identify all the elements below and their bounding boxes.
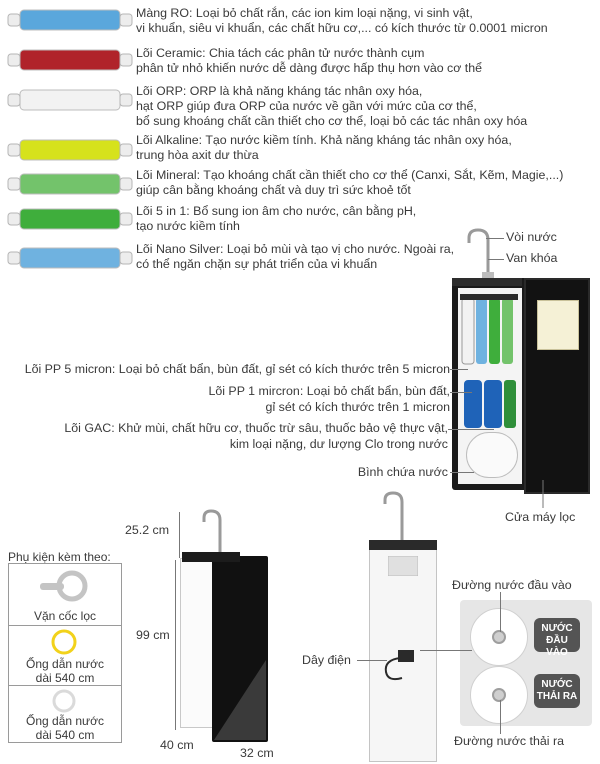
outlet-port-core — [492, 688, 506, 702]
filter-wrench-icon — [38, 568, 94, 606]
leader-van-khoa — [488, 259, 504, 260]
acc-label-3a: Ống dẫn nước — [26, 714, 104, 728]
label-inlet: Đường nước đầu vào — [452, 578, 572, 592]
label-day-dien: Dây điện — [302, 653, 351, 667]
filter-desc-ceramic-2: phân tử nhỏ khiến nước dễ dàng được hấp thụ hơn vào cơ thể — [136, 61, 483, 75]
filter-desc-alkaline-1: Lõi Alkaline: Tạo nước kiềm tính. Khả năng kháng tác nhân oxy hóa, — [136, 133, 512, 147]
label-outlet: Đường nước thải ra — [454, 734, 564, 748]
acc-label-2b: dài 540 cm — [35, 671, 95, 685]
leader-voi-nuoc — [486, 238, 504, 239]
label-gac-l2: kim loại nặng, dư lượng Clo trong nước — [229, 437, 448, 451]
label-van-khoa: Van khóa — [506, 251, 558, 265]
filter-cartridge-icon — [6, 46, 134, 74]
leader-ports — [420, 650, 472, 651]
dim-depth: 40 cm — [160, 738, 194, 752]
filter-cartridge-alkaline — [6, 136, 134, 164]
acc-label-2a: Ống dẫn nước — [26, 657, 104, 671]
filter-desc-orp-1: Lõi ORP: ORP là khả năng kháng tác nhân oxy hóa, — [136, 84, 423, 98]
filter-desc-nanosilver-1: Lõi Nano Silver: Loại bỏ mùi và tạo vị cho nước. Ngoài ra, — [136, 242, 455, 256]
inner-filters-icon — [460, 292, 520, 372]
dim-top: 25.2 cm — [125, 523, 170, 537]
leader-day-dien — [357, 660, 387, 661]
filter-cartridge-icon — [6, 6, 134, 34]
inlet-tag — [534, 618, 580, 658]
white-tube-icon — [44, 688, 84, 716]
door-edge-line — [537, 480, 549, 510]
door-sticker — [537, 300, 579, 350]
inlet-tag-l1: NƯỚC — [541, 623, 573, 634]
dim-top-line — [179, 512, 180, 558]
dim-width: 32 cm — [240, 746, 274, 760]
label-gac-l1: Lõi GAC: Khử mùi, chất hữu cơ, thuốc trừ sâu, thuốc bảo vệ thực vật, — [64, 421, 448, 435]
yellow-tube-icon — [44, 628, 84, 658]
filter-cartridge-fivein1 — [6, 205, 134, 233]
leader-outlet — [500, 700, 501, 734]
acc-label-1: Vặn cốc lọc — [33, 609, 97, 623]
leader-inlet — [500, 592, 501, 632]
purifier-back-top — [369, 540, 437, 550]
label-pp5: Lõi PP 5 micron: Loại bỏ chất bẩn, bùn đất, gỉ sét có kích thước trên 5 micron — [24, 362, 450, 376]
filter-desc-ro-1: Màng RO: Loại bỏ chất rắn, các ion kim loại nặng, vi sinh vật, — [136, 6, 473, 20]
label-pp1-l2: gỉ sét có kích thước trên 1 micron — [265, 400, 450, 414]
leader-pp1 — [450, 392, 472, 393]
inlet-port-core — [492, 630, 506, 644]
dim-height-line — [175, 560, 176, 730]
filter-desc-mineral-2: giúp cân bằng khoáng chất và duy trì sức khoẻ tốt — [136, 183, 411, 197]
dim-height: 99 cm — [136, 628, 170, 642]
filter-cartridge-mineral — [6, 170, 134, 198]
blue-housings-icon — [460, 378, 520, 432]
filter-desc-alkaline-2: trung hòa axit dư thừa — [136, 148, 259, 162]
purifier-top — [452, 278, 522, 286]
filter-cartridge-nanosilver — [6, 244, 134, 272]
filter-desc-orp-2: hạt ORP giúp đưa ORP của nước về gần với mức của cơ thể, — [136, 99, 477, 113]
outlet-tag-l1: NƯỚC — [541, 679, 573, 690]
outlet-tag-l2: THẢI RA — [536, 691, 578, 702]
back-sticker — [388, 556, 418, 576]
filter-cartridge-ceramic — [6, 46, 134, 74]
filter-cartridge-icon — [6, 244, 134, 272]
filter-desc-nanosilver-2: có thể ngăn chặn sự phát triển của vi khuẩn — [136, 257, 378, 271]
filter-desc-fivein1-1: Lõi 5 in 1: Bổ sung ion âm cho nước, cân bằng pH, — [136, 204, 417, 218]
label-cua: Cửa máy lọc — [505, 510, 576, 524]
filter-desc-fivein1-2: tạo nước kiềm tính — [136, 219, 240, 233]
filter-cartridge-orp — [6, 86, 134, 114]
accessories-title: Phụ kiện kèm theo: — [8, 550, 111, 564]
dim-faucet-icon — [200, 508, 236, 558]
leader-gac — [448, 429, 494, 430]
label-voi-nuoc: Vòi nước — [506, 230, 557, 244]
filter-desc-mineral-1: Lõi Mineral: Tạo khoáng chất cần thiết cho cơ thể (Canxi, Sắt, Kẽm, Magie,...) — [136, 168, 564, 182]
leader-pp5 — [450, 369, 468, 370]
filter-cartridge-icon — [6, 170, 134, 198]
label-binh: Bình chứa nước — [357, 465, 448, 479]
faucet-icon — [464, 226, 504, 282]
outlet-tag — [534, 674, 580, 708]
filter-cartridge-ro — [6, 6, 134, 34]
inlet-tag-l2: ĐẦU VÀO — [546, 635, 568, 658]
acc-label-3b: dài 540 cm — [35, 728, 95, 742]
filter-cartridge-icon — [6, 205, 134, 233]
filter-cartridge-icon — [6, 86, 134, 114]
label-pp1-l1: Lõi PP 1 mircron: Loại bỏ chất bẩn, bùn đất, — [208, 384, 450, 398]
power-cord-icon — [378, 644, 422, 684]
front-faucet-icon — [380, 490, 416, 542]
filter-desc-ceramic-1: Lõi Ceramic: Chia tách các phân tử nước thành cụm — [136, 46, 425, 60]
filter-desc-ro-2: vi khuẩn, siêu vi khuẩn, các chất hữu cơ,... có kích thước từ 0.0001 micron — [136, 21, 548, 35]
filter-desc-orp-3: bổ sung khoáng chất cần thiết cho cơ thể, loại bỏ các tác nhân oxy hóa — [136, 114, 528, 128]
unit-reflection — [214, 640, 266, 740]
unit-top — [182, 552, 240, 562]
leader-binh — [450, 472, 474, 473]
filter-cartridge-icon — [6, 136, 134, 164]
